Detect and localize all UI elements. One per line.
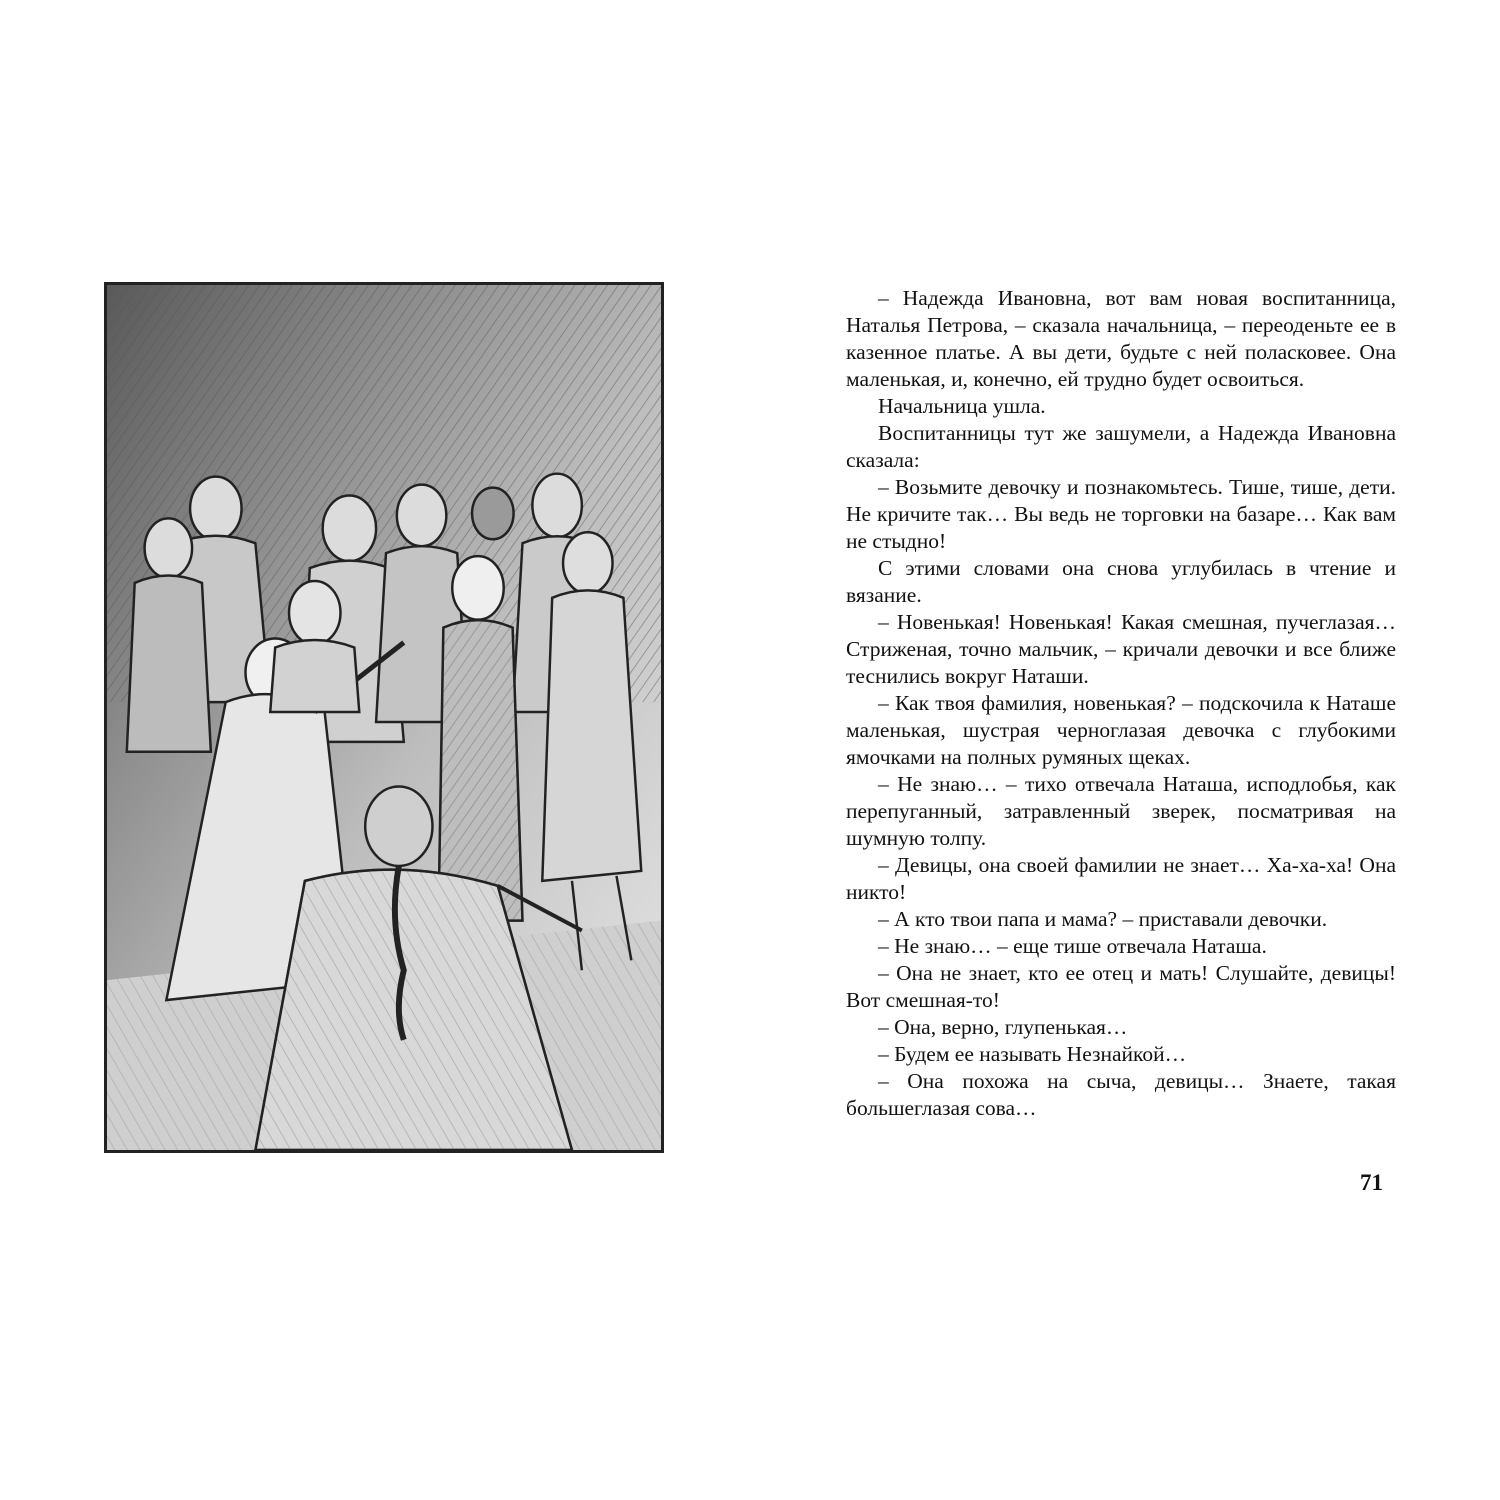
paragraph: Воспитанницы тут же зашумели, а Надежда Ивановна сказала: — [846, 421, 1396, 472]
paragraph: – Она не знает, кто ее отец и мать! Слушайте, девицы! Вот смешная-то! — [846, 961, 1396, 1012]
paragraph: – Возьмите девочку и познакомьтесь. Тише, тише, дети. Не кричите так… Вы ведь не торговки на базаре… Как вам не стыдно! — [846, 475, 1396, 553]
illustration — [104, 282, 664, 1153]
paragraph: Начальница ушла. — [878, 394, 1046, 418]
paragraph: – Новенькая! Новенькая! Какая смешная, пучеглазая… Стриженая, точно мальчик, – кричали девочки и все ближе теснились вокруг Наташи. — [846, 610, 1396, 688]
sketch-drawing — [107, 285, 661, 1150]
page-number: 71 — [1360, 1170, 1383, 1195]
paragraph: – Как твоя фамилия, новенькая? – подскочила к Наташе маленькая, шустрая черноглазая девочка с глубокими ямочками на полных румяных щеках. — [846, 691, 1396, 769]
paragraph: – Будем ее называть Незнайкой… — [878, 1042, 1187, 1066]
paragraph: – Не знаю… – тихо отвечала Наташа, исподлобья, как перепуганный, затравленный зверек, посматривая на шумную толпу. — [846, 772, 1396, 850]
paragraph: – Она, верно, глупенькая… — [878, 1015, 1128, 1039]
paragraph: – Не знаю… – еще тише отвечала Наташа. — [878, 934, 1267, 958]
girls-back-row — [127, 474, 607, 752]
paragraph: – Девицы, она своей фамилии не знает… Ха-ха-ха! Она никто! — [846, 853, 1396, 904]
paragraph: – Она похожа на сыча, девицы… Знаете, такая большеглазая сова… — [846, 1069, 1396, 1120]
paragraph: – Надежда Ивановна, вот вам новая воспитанница, Наталья Петрова, – сказала начальница, – переоденьте ее в казенное платье. А вы дети, будьте с ней поласковее. Она маленькая, и, конечно, ей трудно будет освоиться. — [846, 286, 1396, 391]
paragraph: С этими словами она снова углубилась в чтение и вязание. — [846, 556, 1396, 607]
paragraph: – А кто твои папа и мама? – приставали девочки. — [878, 907, 1328, 931]
page-text — [846, 285, 1396, 1122]
